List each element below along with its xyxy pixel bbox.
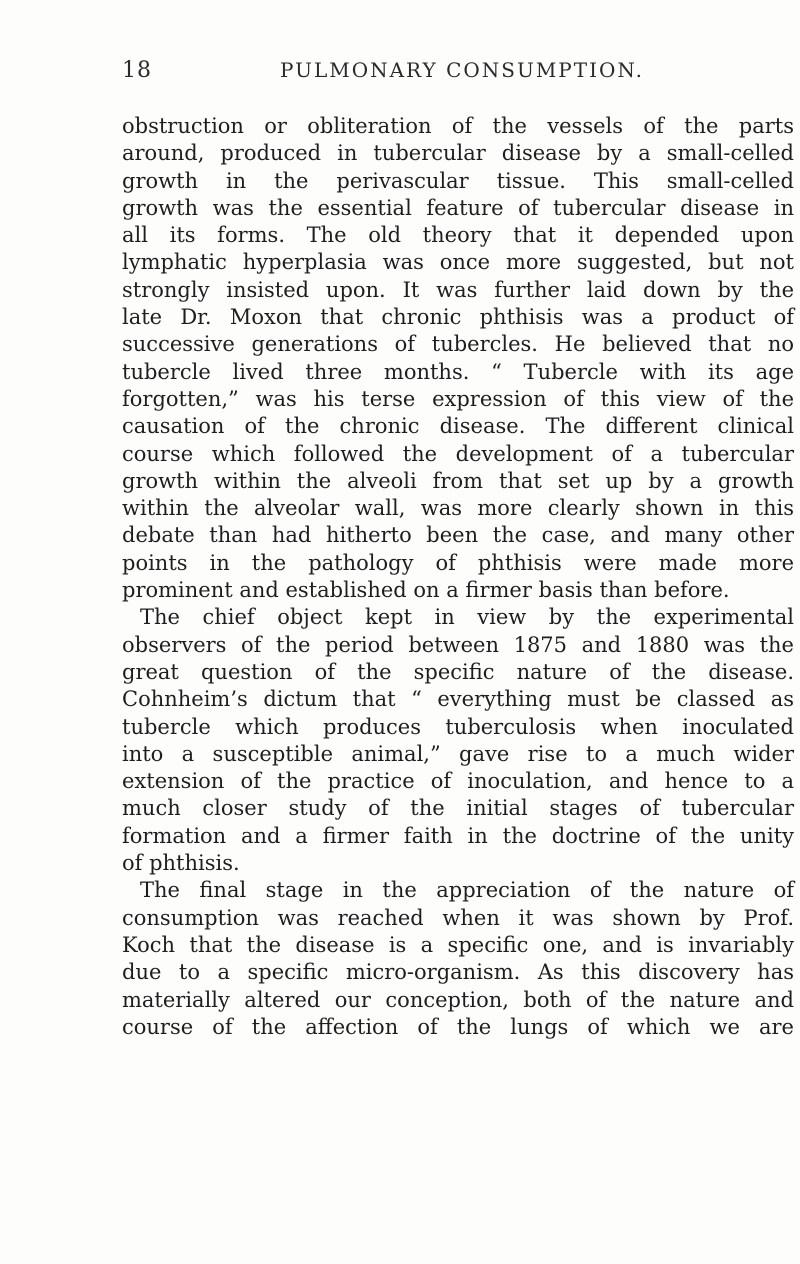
text-line: The final stage in the appreciation of the nature of [140,878,794,903]
text-line: course of the affection of the lungs of which we are [122,1014,794,1039]
text-line: points in the pathology of phthisis were made more [122,550,794,575]
text-line: tubercle lived three months. “ Tubercle with its age [122,359,794,384]
text-line: tubercle which produces tuberculosis when inoculated [122,714,794,739]
page-header [122,58,794,88]
text-line: materially altered our conception, both of the nature and [122,987,794,1012]
text-line: extension of the practice of inoculation, and hence to a [122,769,794,794]
text-line: of phthisis. [122,851,240,876]
page-number: 18 [122,58,152,83]
text-line: lymphatic hyperplasia was once more suggested, but not [122,250,794,275]
text-line: around, produced in tubercular disease by a small-celled [122,141,794,166]
body-text [122,113,794,1041]
text-line: Cohnheim’s dictum that “ everything must be classed as [122,687,794,712]
text-line: growth in the perivascular tissue. This small-celled [122,168,794,193]
text-line: within the alveolar wall, was more clearly shown in this [122,496,794,521]
text-line: forgotten,” was his terse expression of this view of the [122,386,794,411]
text-line: The chief object kept in view by the experimental [140,605,794,630]
text-line: causation of the chronic disease. The different clinical [122,414,794,439]
text-line: observers of the period between 1875 and 1880 was the [122,632,794,657]
text-line: late Dr. Moxon that chronic phthisis was a product of [122,305,794,330]
text-line: prominent and established on a firmer basis than before. [122,578,730,603]
text-line: growth was the essential feature of tubercular disease in [122,195,794,220]
text-line: successive generations of tubercles. He believed that no [122,332,794,357]
text-line: consumption was reached when it was shown by Prof. [122,905,794,930]
text-line: great question of the specific nature of the disease. [122,659,794,684]
text-line: due to a specific micro-organism. As this discovery has [122,960,794,985]
text-line: obstruction or obliteration of the vessels of the parts [122,114,794,138]
text-line: all its forms. The old theory that it depended upon [122,223,794,248]
text-line: debate than had hitherto been the case, and many other [122,523,794,548]
text-line: growth within the alveoli from that set up by a growth [122,468,794,493]
text-line: Koch that the disease is a specific one, and is invariably [122,932,794,957]
text-line: course which followed the development of a tubercular [122,441,794,466]
running-title: PULMONARY CONSUMPTION. [280,58,644,82]
text-line: strongly insisted upon. It was further laid down by the [122,277,794,302]
text-line: much closer study of the initial stages of tubercular [122,796,794,821]
text-line: into a susceptible animal,” gave rise to a much wider [122,741,794,766]
text-line: formation and a firmer faith in the doctrine of the unity [122,823,794,848]
